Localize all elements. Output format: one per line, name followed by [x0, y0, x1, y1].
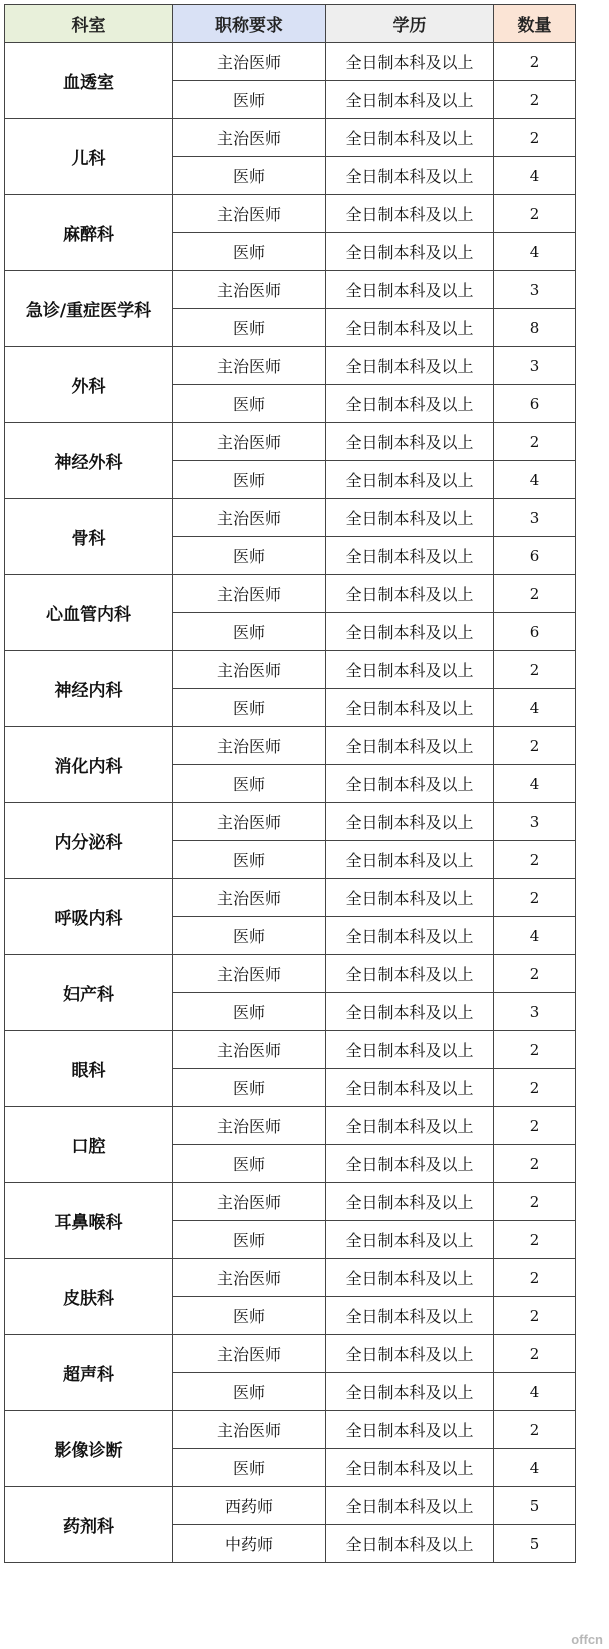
quantity-cell: 4 — [494, 157, 576, 195]
department-cell: 超声科 — [5, 1335, 173, 1411]
table-row — [5, 499, 576, 537]
table-row — [5, 1031, 576, 1069]
quantity-cell: 2 — [494, 879, 576, 917]
title-cell: 主治医师 — [173, 1031, 326, 1069]
quantity-cell: 2 — [494, 43, 576, 81]
title-cell: 医师 — [173, 841, 326, 879]
table-row — [5, 1487, 576, 1525]
education-cell: 全日制本科及以上 — [326, 993, 494, 1031]
title-cell: 医师 — [173, 1449, 326, 1487]
quantity-cell: 2 — [494, 1069, 576, 1107]
education-cell: 全日制本科及以上 — [326, 385, 494, 423]
title-cell: 主治医师 — [173, 575, 326, 613]
header-education: 学历 — [326, 5, 494, 43]
quantity-cell: 2 — [494, 1221, 576, 1259]
education-cell: 全日制本科及以上 — [326, 575, 494, 613]
title-cell: 主治医师 — [173, 1183, 326, 1221]
table-row — [5, 347, 576, 385]
title-cell: 医师 — [173, 1221, 326, 1259]
title-cell: 医师 — [173, 537, 326, 575]
department-cell: 内分泌科 — [5, 803, 173, 879]
quantity-cell: 4 — [494, 461, 576, 499]
department-cell: 眼科 — [5, 1031, 173, 1107]
quantity-cell: 2 — [494, 1031, 576, 1069]
table-row — [5, 575, 576, 613]
education-cell: 全日制本科及以上 — [326, 499, 494, 537]
education-cell: 全日制本科及以上 — [326, 1183, 494, 1221]
title-cell: 主治医师 — [173, 1335, 326, 1373]
department-cell: 外科 — [5, 347, 173, 423]
education-cell: 全日制本科及以上 — [326, 879, 494, 917]
recruitment-table — [4, 4, 576, 1563]
education-cell: 全日制本科及以上 — [326, 1221, 494, 1259]
department-cell: 口腔 — [5, 1107, 173, 1183]
education-cell: 全日制本科及以上 — [326, 689, 494, 727]
education-cell: 全日制本科及以上 — [326, 803, 494, 841]
quantity-cell: 2 — [494, 841, 576, 879]
title-cell: 主治医师 — [173, 43, 326, 81]
department-cell: 耳鼻喉科 — [5, 1183, 173, 1259]
education-cell: 全日制本科及以上 — [326, 765, 494, 803]
education-cell: 全日制本科及以上 — [326, 1145, 494, 1183]
department-cell: 皮肤科 — [5, 1259, 173, 1335]
education-cell: 全日制本科及以上 — [326, 157, 494, 195]
title-cell: 医师 — [173, 309, 326, 347]
education-cell: 全日制本科及以上 — [326, 271, 494, 309]
education-cell: 全日制本科及以上 — [326, 841, 494, 879]
quantity-cell: 2 — [494, 1145, 576, 1183]
quantity-cell: 2 — [494, 651, 576, 689]
quantity-cell: 2 — [494, 575, 576, 613]
title-cell: 医师 — [173, 1297, 326, 1335]
title-cell: 医师 — [173, 233, 326, 271]
title-cell: 医师 — [173, 385, 326, 423]
title-cell: 主治医师 — [173, 1411, 326, 1449]
title-cell: 医师 — [173, 613, 326, 651]
quantity-cell: 2 — [494, 1183, 576, 1221]
education-cell: 全日制本科及以上 — [326, 1107, 494, 1145]
education-cell: 全日制本科及以上 — [326, 1069, 494, 1107]
table-row — [5, 955, 576, 993]
title-cell: 医师 — [173, 461, 326, 499]
quantity-cell: 4 — [494, 917, 576, 955]
education-cell: 全日制本科及以上 — [326, 119, 494, 157]
title-cell: 医师 — [173, 993, 326, 1031]
quantity-cell: 2 — [494, 195, 576, 233]
quantity-cell: 4 — [494, 1373, 576, 1411]
department-cell: 妇产科 — [5, 955, 173, 1031]
title-cell: 主治医师 — [173, 195, 326, 233]
title-cell: 医师 — [173, 689, 326, 727]
quantity-cell: 3 — [494, 499, 576, 537]
table-row — [5, 119, 576, 157]
title-cell: 主治医师 — [173, 119, 326, 157]
header-title-requirement: 职称要求 — [173, 5, 326, 43]
quantity-cell: 6 — [494, 385, 576, 423]
quantity-cell: 3 — [494, 271, 576, 309]
education-cell: 全日制本科及以上 — [326, 727, 494, 765]
quantity-cell: 2 — [494, 727, 576, 765]
education-cell: 全日制本科及以上 — [326, 1335, 494, 1373]
title-cell: 西药师 — [173, 1487, 326, 1525]
watermark-logo: offcn — [571, 1632, 603, 1647]
quantity-cell: 3 — [494, 347, 576, 385]
quantity-cell: 8 — [494, 309, 576, 347]
education-cell: 全日制本科及以上 — [326, 1411, 494, 1449]
education-cell: 全日制本科及以上 — [326, 347, 494, 385]
quantity-cell: 6 — [494, 537, 576, 575]
table-row — [5, 1259, 576, 1297]
education-cell: 全日制本科及以上 — [326, 613, 494, 651]
department-cell: 血透室 — [5, 43, 173, 119]
table-row — [5, 1107, 576, 1145]
table-row — [5, 43, 576, 81]
table-row — [5, 651, 576, 689]
department-cell: 神经外科 — [5, 423, 173, 499]
title-cell: 医师 — [173, 81, 326, 119]
quantity-cell: 5 — [494, 1487, 576, 1525]
quantity-cell: 2 — [494, 423, 576, 461]
education-cell: 全日制本科及以上 — [326, 651, 494, 689]
title-cell: 主治医师 — [173, 499, 326, 537]
education-cell: 全日制本科及以上 — [326, 1487, 494, 1525]
title-cell: 主治医师 — [173, 271, 326, 309]
education-cell: 全日制本科及以上 — [326, 917, 494, 955]
table-row — [5, 879, 576, 917]
education-cell: 全日制本科及以上 — [326, 195, 494, 233]
quantity-cell: 2 — [494, 119, 576, 157]
title-cell: 主治医师 — [173, 803, 326, 841]
education-cell: 全日制本科及以上 — [326, 461, 494, 499]
education-cell: 全日制本科及以上 — [326, 1373, 494, 1411]
department-cell: 药剂科 — [5, 1487, 173, 1563]
education-cell: 全日制本科及以上 — [326, 81, 494, 119]
quantity-cell: 2 — [494, 1259, 576, 1297]
quantity-cell: 3 — [494, 993, 576, 1031]
quantity-cell: 2 — [494, 955, 576, 993]
department-cell: 影像诊断 — [5, 1411, 173, 1487]
quantity-cell: 2 — [494, 1107, 576, 1145]
title-cell: 主治医师 — [173, 879, 326, 917]
title-cell: 主治医师 — [173, 1259, 326, 1297]
table-row — [5, 271, 576, 309]
title-cell: 主治医师 — [173, 955, 326, 993]
education-cell: 全日制本科及以上 — [326, 1525, 494, 1563]
table-row — [5, 727, 576, 765]
title-cell: 医师 — [173, 157, 326, 195]
education-cell: 全日制本科及以上 — [326, 537, 494, 575]
education-cell: 全日制本科及以上 — [326, 233, 494, 271]
header-quantity: 数量 — [494, 5, 576, 43]
department-cell: 呼吸内科 — [5, 879, 173, 955]
table-row — [5, 1335, 576, 1373]
title-cell: 主治医师 — [173, 423, 326, 461]
quantity-cell: 2 — [494, 1335, 576, 1373]
education-cell: 全日制本科及以上 — [326, 1297, 494, 1335]
table-row — [5, 1183, 576, 1221]
title-cell: 医师 — [173, 1145, 326, 1183]
education-cell: 全日制本科及以上 — [326, 1259, 494, 1297]
quantity-cell: 4 — [494, 689, 576, 727]
education-cell: 全日制本科及以上 — [326, 1031, 494, 1069]
quantity-cell: 4 — [494, 1449, 576, 1487]
title-cell: 主治医师 — [173, 651, 326, 689]
table-row — [5, 803, 576, 841]
education-cell: 全日制本科及以上 — [326, 955, 494, 993]
title-cell: 主治医师 — [173, 727, 326, 765]
header-row — [5, 5, 576, 43]
education-cell: 全日制本科及以上 — [326, 423, 494, 461]
title-cell: 医师 — [173, 1373, 326, 1411]
quantity-cell: 6 — [494, 613, 576, 651]
title-cell: 主治医师 — [173, 1107, 326, 1145]
department-cell: 心血管内科 — [5, 575, 173, 651]
quantity-cell: 2 — [494, 81, 576, 119]
table-body — [5, 43, 576, 1563]
department-cell: 骨科 — [5, 499, 173, 575]
quantity-cell: 4 — [494, 233, 576, 271]
title-cell: 中药师 — [173, 1525, 326, 1563]
department-cell: 消化内科 — [5, 727, 173, 803]
department-cell: 麻醉科 — [5, 195, 173, 271]
department-cell: 儿科 — [5, 119, 173, 195]
quantity-cell: 3 — [494, 803, 576, 841]
quantity-cell: 4 — [494, 765, 576, 803]
quantity-cell: 2 — [494, 1297, 576, 1335]
quantity-cell: 2 — [494, 1411, 576, 1449]
title-cell: 医师 — [173, 917, 326, 955]
quantity-cell: 5 — [494, 1525, 576, 1563]
table-row — [5, 1411, 576, 1449]
title-cell: 医师 — [173, 1069, 326, 1107]
department-cell: 急诊/重症医学科 — [5, 271, 173, 347]
title-cell: 主治医师 — [173, 347, 326, 385]
table-row — [5, 423, 576, 461]
title-cell: 医师 — [173, 765, 326, 803]
table-row — [5, 195, 576, 233]
education-cell: 全日制本科及以上 — [326, 1449, 494, 1487]
education-cell: 全日制本科及以上 — [326, 309, 494, 347]
header-department: 科室 — [5, 5, 173, 43]
department-cell: 神经内科 — [5, 651, 173, 727]
education-cell: 全日制本科及以上 — [326, 43, 494, 81]
